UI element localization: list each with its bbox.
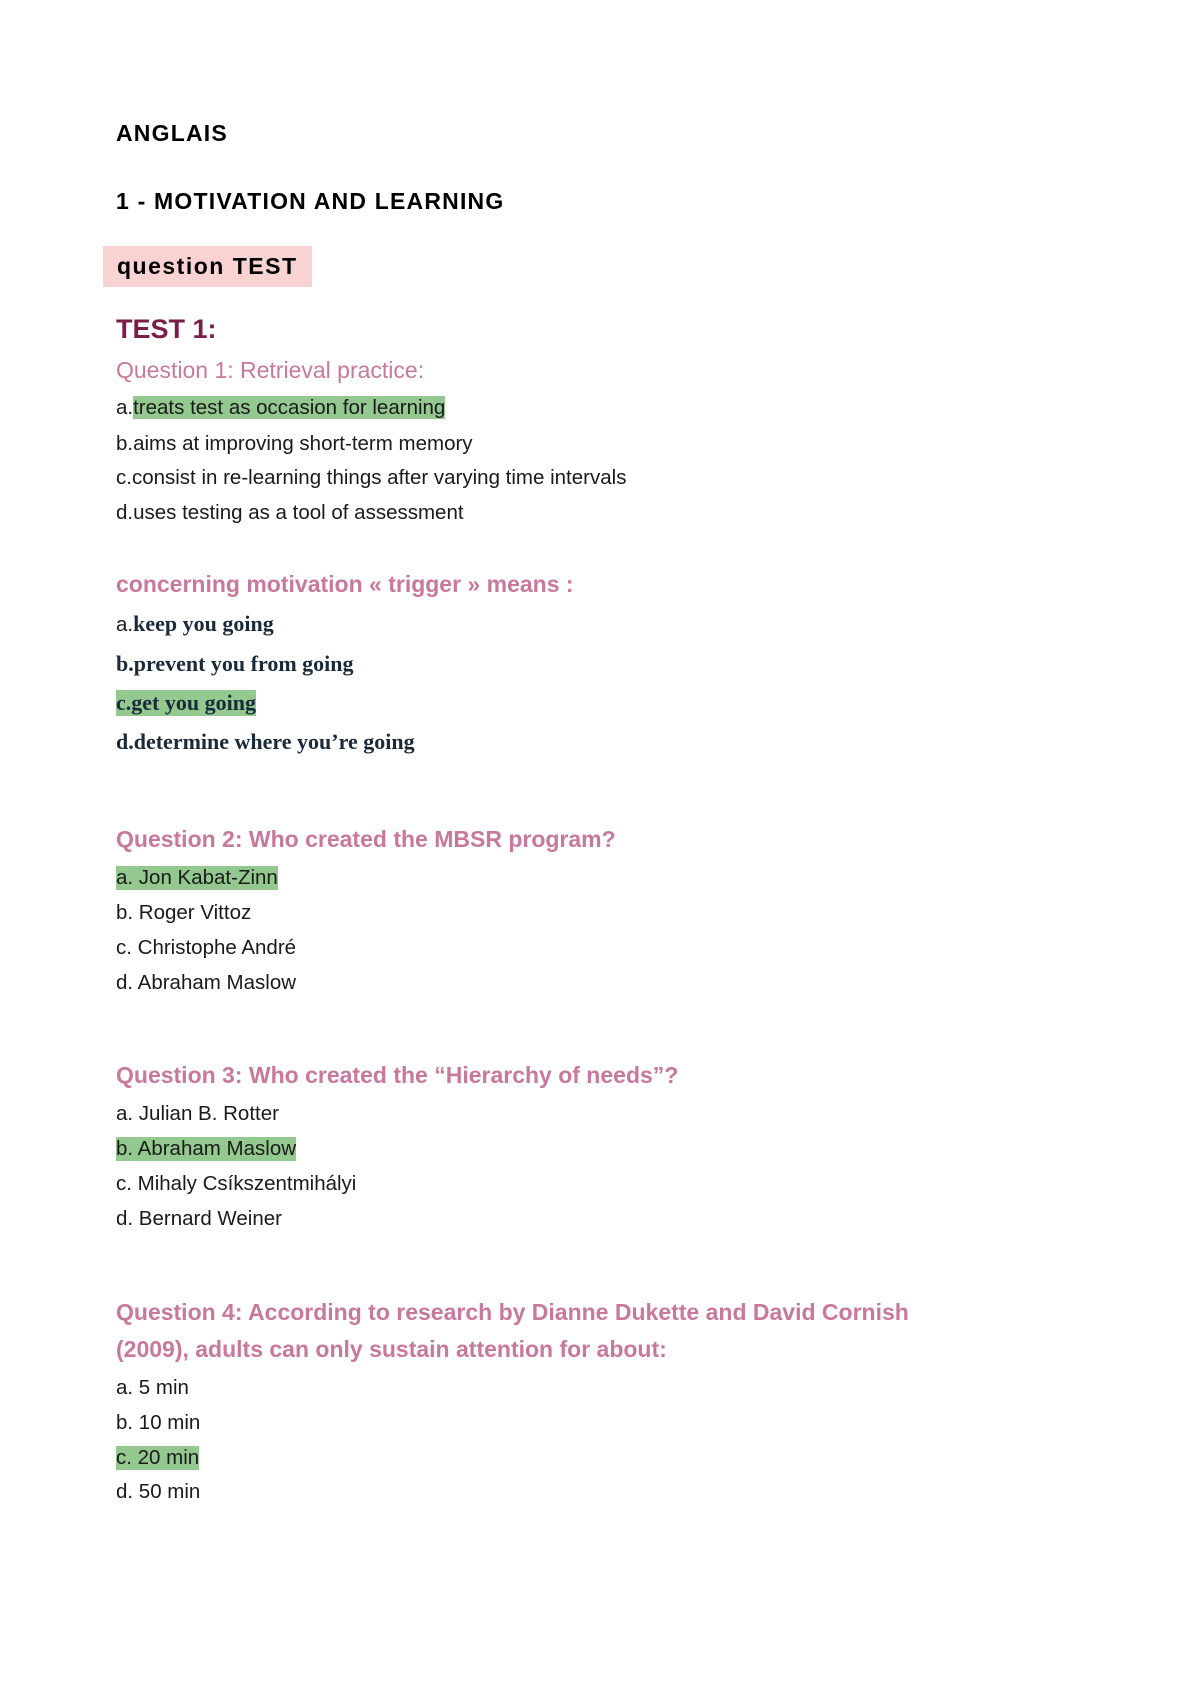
- question-3-answer-b: b. Abraham Maslow: [116, 1137, 297, 1160]
- question-3-answer-d: d. Bernard Weiner: [116, 1207, 282, 1230]
- question-1-answer-d: d.uses testing as a tool of assessment: [116, 501, 464, 524]
- question-4-answer-b: b. 10 min: [116, 1411, 201, 1434]
- trigger-answer-b: b.prevent you from going: [116, 651, 354, 676]
- question-1-heading: Question 1: Retrieval practice:: [116, 357, 425, 383]
- trigger-answer-c: c.get you going: [116, 690, 256, 715]
- question-2-heading: Question 2: Who created the MBSR program?: [116, 826, 616, 852]
- question-4-answer-a: a. 5 min: [116, 1376, 189, 1399]
- section-title: 1 - MOTIVATION AND LEARNING: [116, 188, 505, 214]
- question-2-answer-d: d. Abraham Maslow: [116, 971, 297, 994]
- correct-answer-highlight: treats test as occasion for learning: [133, 396, 446, 419]
- question-2-answer-c: c. Christophe André: [116, 936, 297, 959]
- question-1-answer-a: [116, 396, 445, 420]
- question-3-answer-c: c. Mihaly Csíkszentmihályi: [116, 1172, 357, 1195]
- question-1-answer-c: c.consist in re-learning things after varying time intervals: [116, 466, 627, 489]
- trigger-question-heading: concerning motivation « trigger » means :: [116, 571, 574, 597]
- trigger-answer-d: d.determine where you’re going: [116, 729, 415, 754]
- question-3-answer-a: a. Julian B. Rotter: [116, 1102, 279, 1125]
- answer-a-text: keep you going: [133, 611, 274, 636]
- answer-a-prefix: a.: [116, 613, 134, 636]
- test-title: TEST 1:: [116, 314, 217, 344]
- question-4-answer-d: d. 50 min: [116, 1480, 201, 1503]
- question-3-heading: Question 3: Who created the “Hierarchy of needs”?: [116, 1062, 679, 1088]
- question-4-heading-line-2: (2009), adults can only sustain attention for about:: [116, 1336, 667, 1362]
- trigger-answer-a: [116, 611, 274, 637]
- answer-a-prefix: a.: [116, 396, 134, 419]
- question-test-tag: question TEST: [103, 246, 312, 287]
- question-4-answer-c: c. 20 min: [116, 1446, 200, 1469]
- question-2-answer-a: a. Jon Kabat-Zinn: [116, 866, 278, 889]
- document-title: ANGLAIS: [116, 120, 228, 146]
- question-4-heading-line-1: Question 4: According to research by Dianne Dukette and David Cornish: [116, 1299, 909, 1325]
- question-2-answer-b: b. Roger Vittoz: [116, 901, 252, 924]
- question-1-answer-b: b.aims at improving short-term memory: [116, 432, 473, 455]
